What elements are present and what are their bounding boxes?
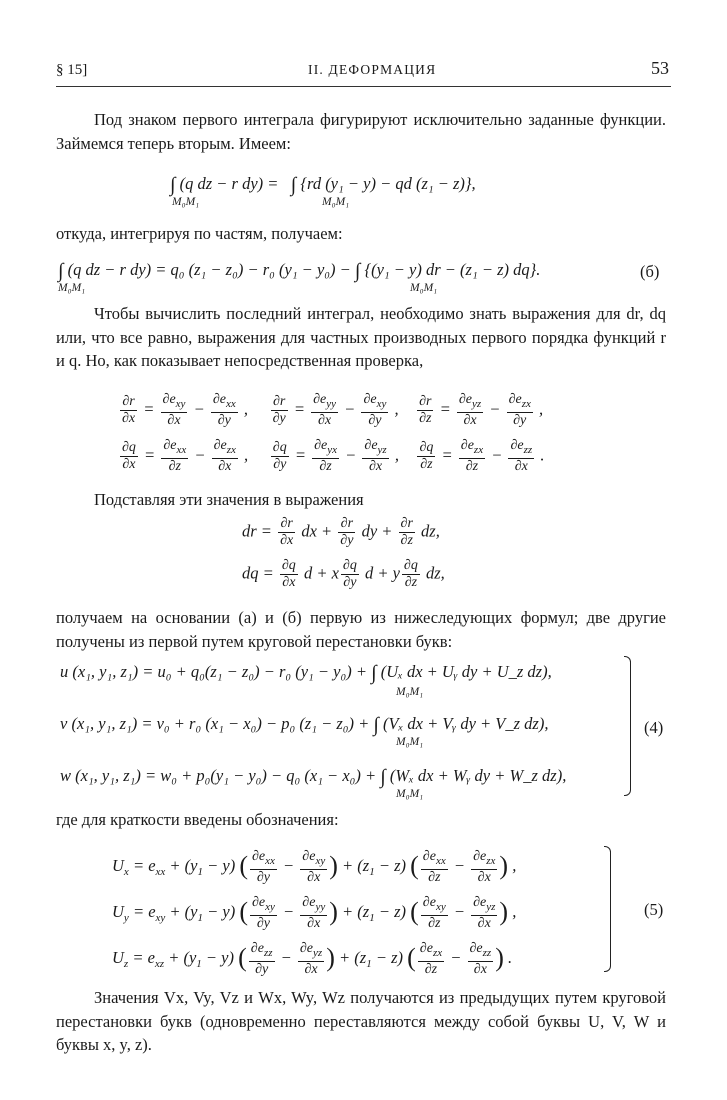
integral-limit: M₀M₁ [410,282,438,294]
paragraph-6: где для краткости введены обозначения: [56,810,339,829]
derivatives-row-2: $\frac{\partial q}{\partial x}$ = $\partial e_{xx}$ ∂z − $\partial e_{zx}$ ∂x , $\frac{\partial q}{\partial y}$ = $\partial e_{yx}$ ∂z − $\partial e_{yz}$ ∂x , $\frac{\partial q}{\partial z}$ = $\partial e_{zx}$ ∂z − $\partial e_{zz}$ ∂x . [122,438,545,474]
derivatives-row-1: $\frac{\partial r}{\partial x}$ = $\partial e_{xy}$ ∂x − $\partial e_{xx}$ ∂y , $\frac{\partial r}{\partial y}$ = $\partial e_{yy}$ ∂x − $\partial e_{xy}$ ∂y , $\frac{\partial r}{\partial z}$ = $\partial e_{yz}$ ∂x − $\partial e_{zx}$ ∂y , [122,392,544,428]
equation-number-b: (б) [640,262,660,281]
brace-5 [604,846,611,972]
paragraph-2: откуда, интегрируя по частям, получаем: [56,224,343,243]
equation-number-4: (4) [644,718,664,737]
equation-5-ux: $U_x = e_{xx} + (y_1 - y)$ ( $\partial e_{xx}$ ∂y − $\partial e_{xy}$ ∂x ) + $(z_1 - z)$ ( $\partial e_{xx}$ ∂z − $\partial e_{zx}$ ∂x ) , [112,848,517,885]
header-rule [56,86,671,87]
equation-5-uy: $U_y = e_{xy} + (y_1 - y)$ ( $\partial e_{xy}$ ∂y − $\partial e_{yy}$ ∂x ) + $(z_1 - z)$ ( $\partial e_{xy}$ ∂z − $\partial e_{yz}$ ∂x ) , [112,894,517,931]
integral-limit: M₀M₁ [172,196,200,208]
equation-4-u: u (x₁, y₁, z₁) = u₀ + q₀(z₁ − z₀) − r₀ (y₁ − y₀) + ∫ (Uₓ dx + Uᵧ dy + U_z dz), [60,662,552,684]
equation-4-v: v (x₁, y₁, z₁) = v₀ + r₀ (x₁ − x₀) − p₀ (z₁ − z₀) + ∫ (Vₓ dx + Vᵧ dy + V_z dz), [60,714,549,736]
equation-number-5: (5) [644,900,664,919]
paragraph-4: Подставляя эти значения в выражения [94,490,364,509]
equation-dr: dr = $\frac{\partial r}{\partial x}$ dx + $\frac{\partial r}{\partial y}$ dy + $\frac{\partial r}{\partial z}$ dz, [242,516,440,548]
integral-limit: M₀M₁ [396,736,424,748]
integral-limit: M₀M₁ [396,788,424,800]
equation-4-w: w (x₁, y₁, z₁) = w₀ + p₀(y₁ − y₀) − q₀ (x₁ − x₀) + ∫ (Wₓ dx + Wᵧ dy + W_z dz), [60,766,567,788]
paragraph-7: Значения Vx, Vy, Vz и Wx, Wy, Wz получаются из предыдущих путем круговой перестановки букв (одновременно переставляются между собой буквы U, V, W и буквы x, y, z). [56,988,666,1054]
paragraph-1: Под знаком первого интеграла фигурируют исключительно заданные функции. Займемся теперь вторым. Имеем: [56,110,666,153]
paragraph-3: Чтобы вычислить последний интеграл, необходимо знать выражения для dr, dq или, что все равно, выражения для частных производных первого порядка функций r и q. Но, как показывает непосредственная проверка, [56,304,666,370]
integral-limit: M₀M₁ [58,282,86,294]
equation-5-uz: $U_z = e_{xz} + (y_1 - y)$ ( $\partial e_{zz}$ ∂y − $\partial e_{yz}$ ∂x ) + $(z_1 - z)$ ( $\partial e_{zx}$ ∂z − $\partial e_{zz}$ ∂x ) . [112,940,513,977]
equation-dq: dq = $\frac{\partial q}{\partial x}$ d + x $\frac{\partial q}{\partial y}$ d + y $\frac{\partial q}{\partial z}$ dz, [242,558,445,590]
equation-b: ∫ (q dz − r dy) = q₀ (z₁ − z₀) − r₀ (y₁ − y₀) − ∫ {(y₁ − y) dr − (z₁ − z) dq}. [58,260,541,282]
section-mark: § 15] [56,62,88,78]
equation-1: ∫ (q dz − r dy) = ∫ {rd (y₁ − y) − qd (z₁ − z)}, [170,174,476,196]
integral-limit: M₀M₁ [322,196,350,208]
integral-limit: M₀M₁ [396,686,424,698]
page-number: 53 [651,58,669,78]
brace-4 [624,656,631,796]
chapter-title: II. ДЕФОРМАЦИЯ [308,62,437,77]
paragraph-5: получаем на основании (а) и (б) первую из нижеследующих формул; две другие получены из первой путем круговой перестановки букв: [56,608,666,651]
